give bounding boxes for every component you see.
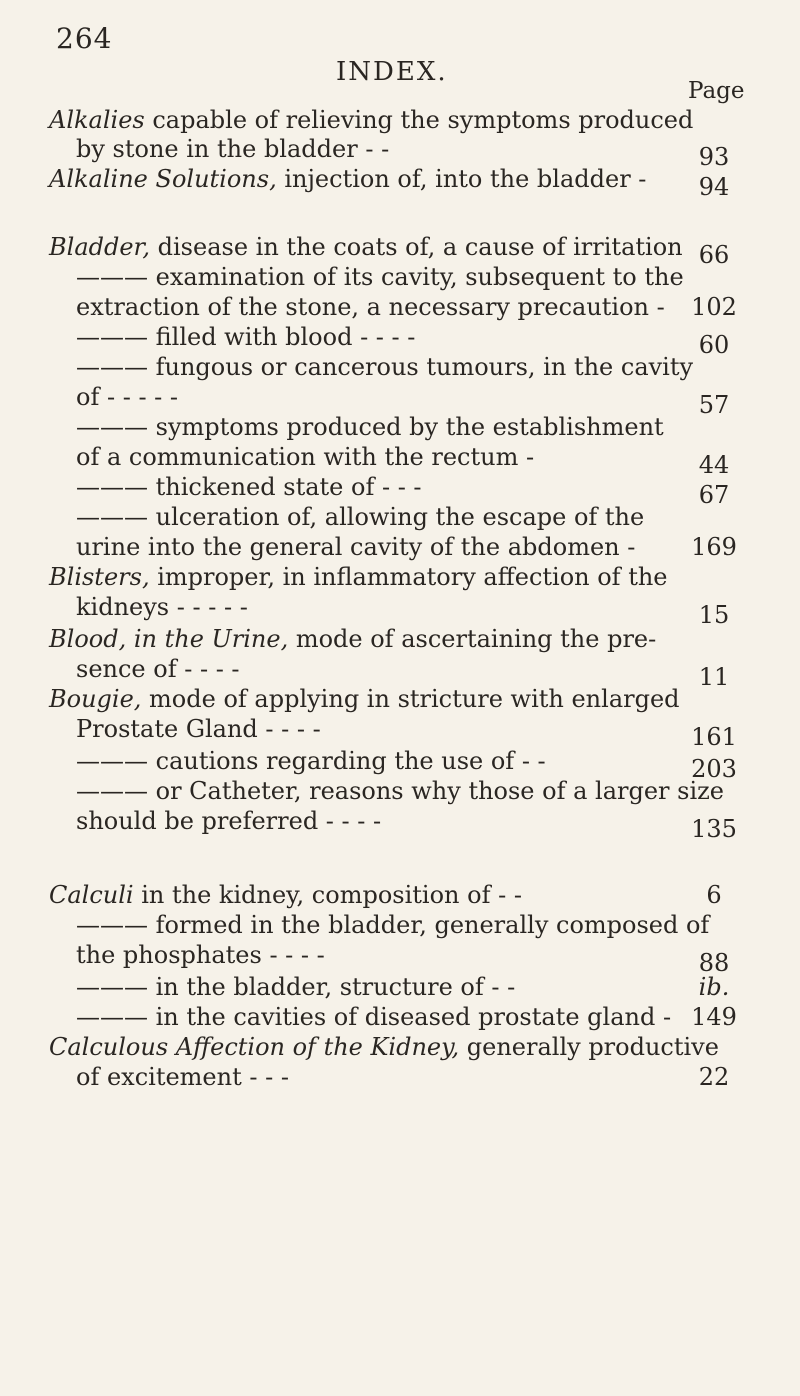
index-line <box>0 806 800 843</box>
index-text: in the kidney, composition of - - <box>133 881 522 909</box>
index-term: Calculous Affection of the Kidney, <box>49 1033 460 1061</box>
index-text: disease in the coats of, a cause of irritation <box>150 233 683 261</box>
index-line <box>0 532 800 562</box>
index-text: by stone in the bladder - - <box>76 135 390 163</box>
page-ref: 60 <box>698 331 730 359</box>
page-ref: 66 <box>698 241 730 269</box>
index-line <box>0 382 800 419</box>
index-line <box>0 164 800 201</box>
page-ref: 88 <box>698 949 730 977</box>
index-line <box>0 940 800 977</box>
index-text: improper, in inflammatory affection of the <box>149 563 668 591</box>
index-term: Alkaline Solutions, <box>49 165 277 193</box>
page-column-label: Page <box>688 78 745 104</box>
index-line <box>0 352 800 382</box>
index-text: the phosphates - - - - <box>76 941 325 969</box>
index-line <box>0 880 800 910</box>
index-line <box>0 472 800 509</box>
index-text: ——— fungous or cancerous tumours, in the cavity <box>76 353 694 381</box>
index-text: injection of, into the bladder - <box>276 165 647 193</box>
page-ref: 15 <box>698 601 730 629</box>
index-line <box>0 592 800 629</box>
page-ref: 57 <box>698 391 730 419</box>
index-term: Bougie, <box>49 685 142 713</box>
index-text: ——— filled with blood - - - - <box>76 323 416 351</box>
index-line <box>0 292 800 322</box>
index-text: sence of - - - - <box>76 655 240 683</box>
index-line <box>0 232 800 269</box>
index-text: ——— in the cavities of diseased prostate gland - <box>76 1003 672 1031</box>
page-ref: 22 <box>698 1063 730 1091</box>
page-ref: 93 <box>698 143 730 171</box>
index-line <box>0 322 800 359</box>
index-line <box>0 105 800 135</box>
index-line <box>0 624 800 654</box>
page-ref: 44 <box>698 451 730 479</box>
page-ref: 6 <box>706 881 722 909</box>
index-text: capable of relieving the symptoms produced <box>144 106 694 134</box>
index-text: Prostate Gland - - - - <box>76 715 321 743</box>
index-text: ——— examination of its cavity, subsequent to the <box>76 263 684 291</box>
index-text: of a communication with the rectum - <box>76 443 535 471</box>
index-line <box>0 1002 800 1032</box>
index-line <box>0 654 800 691</box>
index-text: kidneys - - - - - <box>76 593 248 621</box>
index-text: ——— cautions regarding the use of - - <box>76 747 546 775</box>
index-term: Bladder, <box>49 233 151 261</box>
page-ref: 102 <box>691 293 737 321</box>
index-text: generally productive <box>459 1033 719 1061</box>
page-ref: 161 <box>691 723 737 751</box>
page-ref: 169 <box>691 533 737 561</box>
page-ref: 11 <box>698 663 730 691</box>
index-line <box>0 502 800 532</box>
page-ref: 203 <box>691 755 737 783</box>
index-line <box>0 684 800 714</box>
page-number: 264 <box>56 22 113 55</box>
page-ref: 149 <box>691 1003 737 1031</box>
index-text: ——— ulceration of, allowing the escape of the <box>76 503 645 531</box>
index-text: ——— in the bladder, structure of - - <box>76 973 516 1001</box>
index-text: ——— or Catheter, reasons why those of a larger size <box>76 777 724 805</box>
index-term: Calculi <box>49 881 134 909</box>
index-text: ——— symptoms produced by the establishment <box>76 413 664 441</box>
index-line <box>0 1062 800 1092</box>
index-term: Alkalies <box>49 106 145 134</box>
index-text: of excitement - - - <box>76 1063 289 1091</box>
index-text: ——— thickened state of - - - <box>76 473 422 501</box>
page-ref: 135 <box>691 815 737 843</box>
index-line <box>0 910 800 940</box>
index-line <box>0 562 800 592</box>
index-term: Blood, in the Urine, <box>49 625 289 653</box>
index-line <box>0 134 800 171</box>
index-line <box>0 1032 800 1062</box>
index-text: mode of applying in stricture with enlarged <box>141 685 680 713</box>
index-line <box>0 714 800 751</box>
page-ref: 67 <box>698 481 730 509</box>
index-line <box>0 412 800 442</box>
index-line <box>0 972 800 1002</box>
index-line <box>0 442 800 479</box>
index-text: should be preferred - - - - <box>76 807 382 835</box>
running-title: INDEX. <box>336 57 448 87</box>
page-ref: 94 <box>698 173 730 201</box>
index-text: extraction of the stone, a necessary precaution - <box>76 293 665 321</box>
index-text: mode of ascertaining the pre- <box>288 625 657 653</box>
index-text: of - - - - - <box>76 383 179 411</box>
index-text: ——— formed in the bladder, generally composed of <box>76 911 710 939</box>
page-ref: ib. <box>698 973 730 1001</box>
index-line <box>0 746 800 783</box>
index-line <box>0 262 800 292</box>
index-term: Blisters, <box>49 563 150 591</box>
index-line <box>0 776 800 806</box>
index-text: urine into the general cavity of the abdomen - <box>76 533 636 561</box>
